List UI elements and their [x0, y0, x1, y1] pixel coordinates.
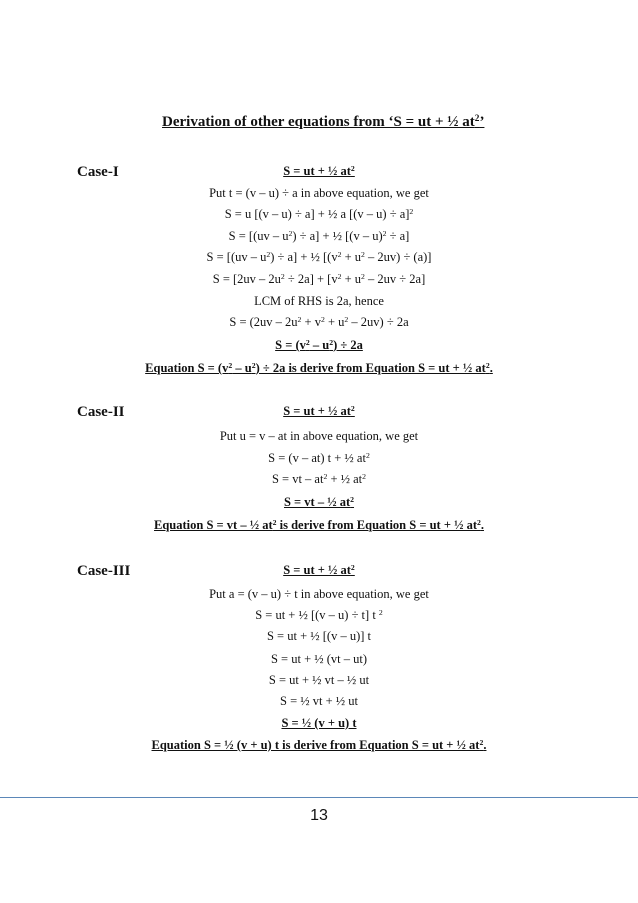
case-1-step: LCM of RHS is 2a, hence	[254, 294, 384, 308]
case-3-step: Put a = (v – u) ÷ t in above equation, we get	[209, 587, 429, 601]
case-1-step: Put t = (v – u) ÷ a in above equation, we get	[209, 186, 429, 200]
page-title: Derivation of other equations from ‘S = ut + ½ $at^2$’	[162, 113, 485, 130]
case-1-label: Case-I	[77, 164, 119, 180]
case-1-step: S = u [(v – u) ÷ a] + ½ a $[(v - u) \div a]^2$	[224, 206, 414, 221]
case-2-step: S = vt – $at^2$ + ½ $at^2$	[271, 471, 367, 486]
case-2-conclusion: Equation S = vt – ½ $at^2$ is derive from Equation S = ut + ½ $at^2$.	[154, 517, 484, 532]
footer-divider	[0, 797, 638, 798]
case-1-step: $S = [(uv - u^2) \div a]$ + ½ [(v – u)$^2$ ÷ a]	[228, 228, 410, 243]
case-1-conclusion: Equation $S = (v^2 - u^2) \div 2a$ is derive from Equation S = ut + ½ $at^2$.	[145, 360, 493, 375]
case-1-key-equation: $S = (v^2 - u^2) \div 2a$	[275, 337, 363, 352]
case-2-step: S = (v – at) t + ½ $at^2$	[268, 450, 370, 465]
case-3-conclusion: Equation S = ½ (v + u) t is derive from Equation S = ut + ½ $at^2$.	[151, 737, 487, 752]
case-3-key-equation: S = ½ (v + u) t	[281, 716, 357, 730]
case-3-label: Case-III	[77, 563, 131, 579]
case-3-step: S = ut + ½ [(v – u) ÷ t] t $^2$	[255, 607, 383, 622]
case-3-step: S = ½ vt + ½ ut	[280, 694, 358, 708]
page-number: 13	[310, 807, 328, 824]
case-3-step: S = ut + ½ [(v – u)] t	[266, 629, 372, 643]
case-1-step: $S = [(uv - u^2) \div a]$ + ½ $[(v^2 + u^2 - 2uv) \div (a)]$	[206, 249, 432, 264]
case-3-key-equation: S = ut + ½ $at^2$	[283, 562, 355, 577]
case-3-step: S = ut + ½ (vt – ut)	[270, 652, 368, 666]
case-2-step: Put u = v – at in above equation, we get	[219, 429, 419, 443]
case-1-step: $S = [2uv - 2u^2 \div 2a] + [v^2 + u^2 - 2uv \div 2a]$	[212, 271, 426, 286]
case-2-key-equation: S = vt – ½ $at^2$	[283, 494, 355, 509]
case-3-step: S = ut + ½ vt – ½ ut	[268, 673, 370, 687]
case-1-key-equation: S = ut + ½ $at^2$	[283, 163, 355, 178]
case-2-key-equation: S = ut + ½ $at^2$	[283, 403, 355, 418]
case-1-step: $S = (2uv - 2u^2 + v^2 + u^2 - 2uv) \div 2a$	[229, 314, 409, 329]
case-2-label: Case-II	[77, 404, 125, 420]
